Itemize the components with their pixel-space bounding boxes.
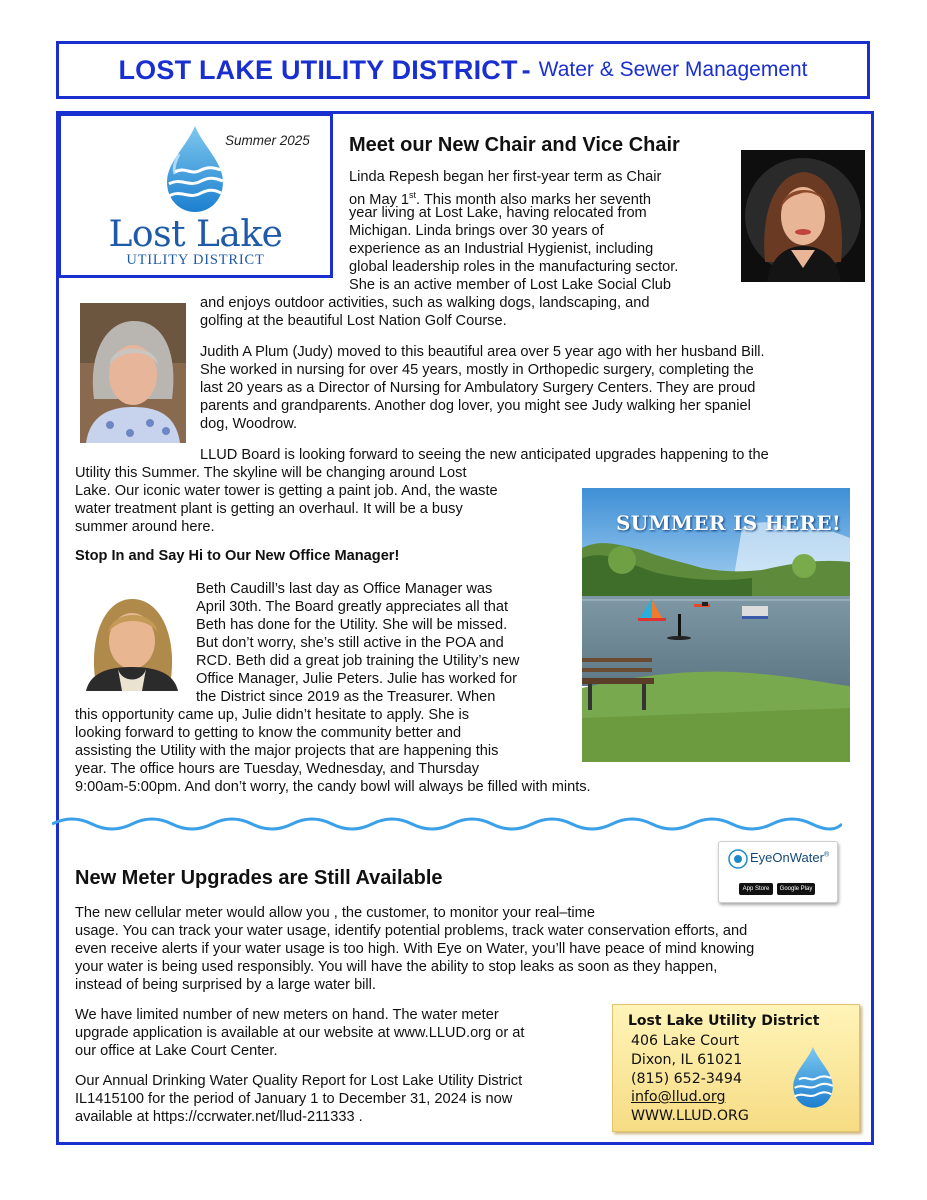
contact-email-link[interactable]: info@llud.org bbox=[631, 1089, 726, 1105]
meter-p1-line-2: usage. You can track your water usage, identify potential problems, track water conservation efforts, and bbox=[75, 923, 748, 939]
eyeonwater-badge[interactable] bbox=[718, 841, 838, 903]
linda-line-2b: . This month also marks her seventh bbox=[416, 191, 652, 208]
office-line-4: But don’t worry, she’s still active in the POA and bbox=[196, 635, 504, 651]
contact-phone: (815) 652-3494 bbox=[631, 1071, 742, 1087]
meter-p3-line-2: IL1415100 for the period of January 1 to December 31, 2024 is now bbox=[75, 1091, 513, 1107]
linda-line-8: and enjoys outdoor activities, such as walking dogs, landscaping, and bbox=[200, 295, 650, 311]
header-dash: - bbox=[521, 54, 531, 85]
judy-line-3: last 20 years as a Director of Nursing for Ambulatory Surgery Centers. They are proud bbox=[200, 380, 756, 396]
eye-icon bbox=[728, 849, 748, 869]
eyeonwater-reg: ® bbox=[823, 851, 830, 859]
office-line-5: RCD. Beth did a great job training the Utility’s new bbox=[196, 653, 520, 669]
app-store-badge[interactable]: App Store bbox=[739, 883, 773, 895]
section-title-chairs: Meet our New Chair and Vice Chair bbox=[349, 134, 680, 156]
logo-name: Lost Lake bbox=[108, 214, 283, 255]
page-header bbox=[56, 41, 870, 99]
meter-p2-line-1: We have limited number of new meters on hand. The water meter bbox=[75, 1007, 499, 1023]
meter-p2-line-3: our office at Lake Court Center. bbox=[75, 1043, 278, 1059]
section-title-meters: New Meter Upgrades are Still Available bbox=[75, 867, 443, 889]
meter-p2-line-2: upgrade application is available at our website at www.LLUD.org or at bbox=[75, 1025, 525, 1041]
beth-photo bbox=[80, 585, 184, 691]
wave-divider bbox=[52, 812, 842, 834]
office-line-7: the District since 2019 as the Treasurer. When bbox=[196, 689, 496, 705]
board-line-5: summer around here. bbox=[75, 519, 215, 535]
google-play-badge[interactable]: Google Play bbox=[777, 883, 815, 895]
contact-title: Lost Lake Utility District bbox=[628, 1013, 820, 1029]
org-name: LOST LAKE UTILITY DISTRICT bbox=[118, 54, 518, 85]
board-line-3: Lake. Our iconic water tower is getting a paint job. And, the waste bbox=[75, 483, 498, 499]
judy-line-5: dog, Woodrow. bbox=[200, 416, 298, 432]
office-line-11: year. The office hours are Tuesday, Wednesday, and Thursday bbox=[75, 761, 480, 777]
linda-line-1: Linda Repesh began her first-year term as Chair bbox=[349, 169, 662, 185]
judy-photo bbox=[80, 303, 186, 443]
linda-line-6: global leadership roles in the manufacturing sector. bbox=[349, 259, 679, 275]
contact-website[interactable]: WWW.LLUD.ORG bbox=[631, 1108, 749, 1124]
board-line-1: LLUD Board is looking forward to seeing the new anticipated upgrades happening to the bbox=[200, 447, 769, 463]
office-line-8: this opportunity came up, Julie didn’t hesitate to apply. She is bbox=[75, 707, 469, 723]
judy-line-2: She worked in nursing for over 45 years, mostly in Orthopedic surgery, completing the bbox=[200, 362, 754, 378]
eyeonwater-name bbox=[750, 850, 829, 865]
office-line-6: Office Manager, Julie Peters. Julie has worked for bbox=[196, 671, 517, 687]
linda-photo bbox=[741, 150, 865, 282]
office-line-12: 9:00am-5:00pm. And don’t worry, the candy bowl will always be filled with mints. bbox=[75, 779, 591, 795]
section-title-office-manager: Stop In and Say Hi to Our New Office Manager! bbox=[75, 548, 400, 564]
eyeonwater-label: EyeOnWater bbox=[750, 850, 824, 865]
office-line-2: April 30th. The Board greatly appreciates all that bbox=[196, 599, 509, 615]
judy-line-4: parents and grandparents. Another dog lover, you might see Judy walking her spaniel bbox=[200, 398, 751, 414]
linda-line-7: She is an active member of Lost Lake Social Club bbox=[349, 277, 672, 293]
issue-season: Summer 2025 bbox=[225, 133, 310, 148]
contact-address-1: 406 Lake Court bbox=[631, 1033, 740, 1049]
logo-box bbox=[58, 113, 333, 278]
linda-line-2a: on May 1 bbox=[349, 191, 410, 208]
logo-subtitle: UTILITY DISTRICT bbox=[126, 252, 265, 268]
meter-p1-line-5: instead of being surprised by a large water bill. bbox=[75, 977, 376, 993]
meter-p3-line-1: Our Annual Drinking Water Quality Report for Lost Lake Utility District bbox=[75, 1073, 523, 1089]
judy-line-1: Judith A Plum (Judy) moved to this beautiful area over 5 year ago with her husband Bill. bbox=[200, 344, 765, 360]
office-line-3: Beth has done for the Utility. She will be missed. bbox=[196, 617, 508, 633]
meter-p1-line-3: even receive alerts if your water usage is too high. With Eye on Water, you’ll have peace of mind knowing bbox=[75, 941, 755, 957]
contact-address-2: Dixon, IL 61021 bbox=[631, 1052, 743, 1068]
meter-p1-line-4: your water is being used responsibly. You will have the ability to stop leaks as soon as they happen, bbox=[75, 959, 718, 975]
water-drop-icon bbox=[789, 1039, 837, 1117]
linda-line-9: golfing at the beautiful Lost Nation Golf Course. bbox=[200, 313, 507, 329]
office-line-1: Beth Caudill’s last day as Office Manager was bbox=[196, 581, 493, 597]
summer-caption: SUMMER IS HERE! bbox=[616, 511, 842, 535]
office-line-9: looking forward to getting to know the community better and bbox=[75, 725, 462, 741]
summer-photo bbox=[582, 488, 850, 762]
contact-box bbox=[612, 1004, 860, 1132]
linda-line-3: year living at Lost Lake, having relocated from bbox=[349, 205, 647, 221]
header-subtitle: Water & Sewer Management bbox=[538, 58, 808, 81]
linda-line-4: Michigan. Linda brings over 30 years of bbox=[349, 223, 604, 239]
board-line-4: water treatment plant is getting an overhaul. It will be a busy bbox=[75, 501, 463, 517]
water-drop-logo-icon bbox=[161, 124, 229, 216]
meter-p1-line-1: The new cellular meter would allow you , the customer, to monitor your real–time bbox=[75, 905, 595, 921]
board-line-2: Utility this Summer. The skyline will be changing around Lost bbox=[75, 465, 467, 481]
meter-p3-line-3: available at https://ccrwater.net/llud-211333 . bbox=[75, 1109, 363, 1125]
linda-line-5: experience as an Industrial Hygienist, including bbox=[349, 241, 654, 257]
office-line-10: assisting the Utility with the major projects that are happening this bbox=[75, 743, 499, 759]
linda-line-2-sup: st bbox=[409, 190, 417, 200]
